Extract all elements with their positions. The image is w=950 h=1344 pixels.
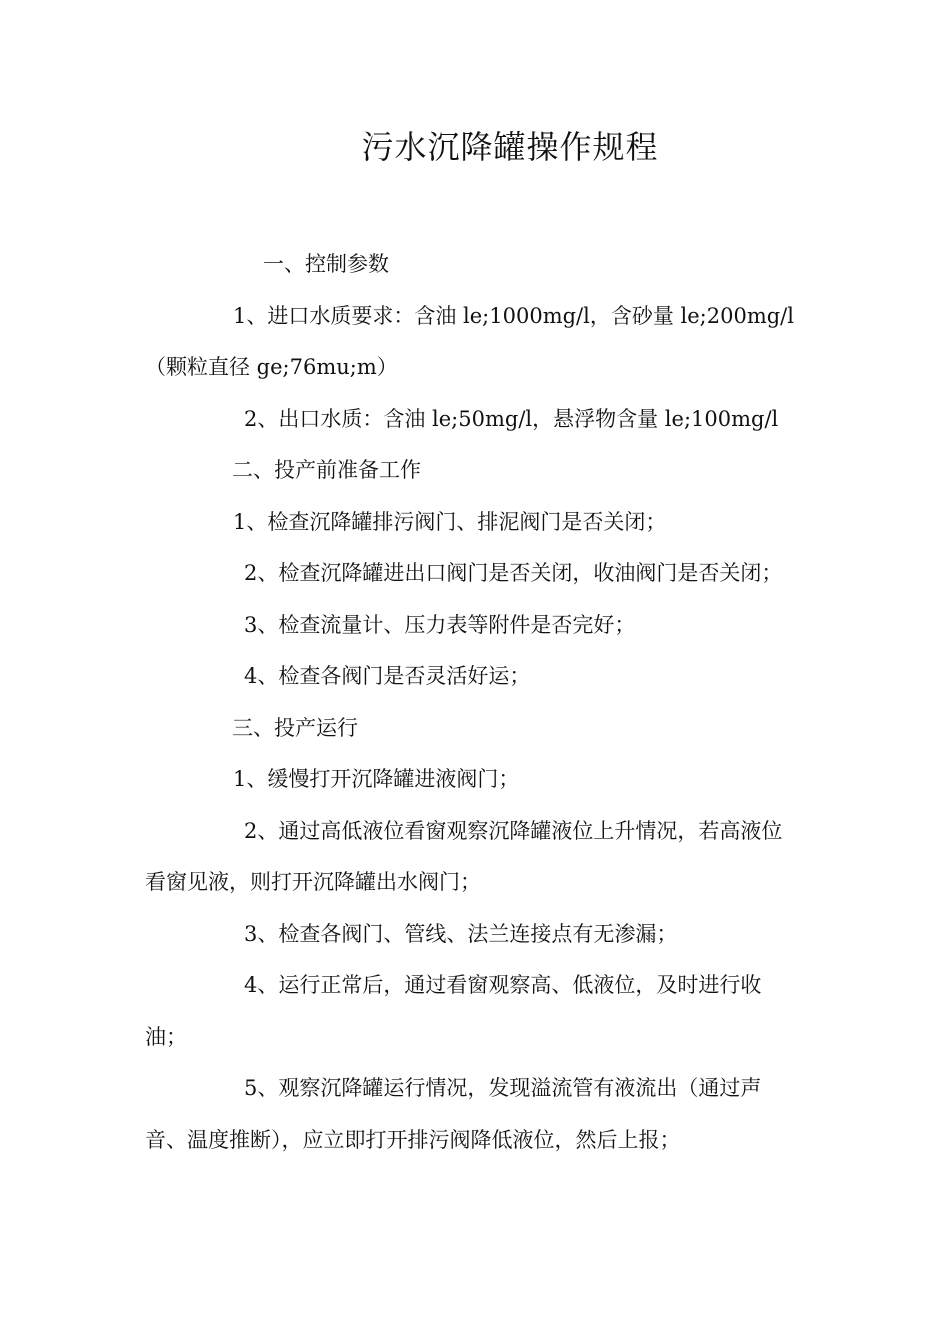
document-paragraph: 二、投产前准备工作: [232, 458, 421, 482]
document-paragraph: 2、检查沉降罐进出口阀门是否关闭，收油阀门是否关闭；: [244, 561, 783, 585]
document-paragraph: 1、缓慢打开沉降罐进液阀门；: [233, 767, 520, 791]
document-paragraph: 一、控制参数: [263, 252, 389, 276]
document-paragraph: 1、检查沉降罐排污阀门、排泥阀门是否关闭；: [233, 509, 667, 534]
document-paragraph: 2、通过高低液位看窗观察沉降罐液位上升情况，若高液位看窗见液，则打开沉降罐出水阀门；: [145, 818, 783, 894]
document-paragraph: 4、运行正常后，通过看窗观察高、低液位，及时进行收油；: [145, 973, 762, 1049]
document-paragraph: 3、检查各阀门、管线、法兰连接点有无渗漏；: [244, 921, 678, 946]
document-paragraph: 1、进口水质要求：含油 le;1000mg/l，含砂量 le;200mg/l（颗粒直径 ge;76mu;m）: [145, 303, 794, 379]
document-paragraph: 5、观察沉降罐运行情况，发现溢流管有液流出（通过声音、温度推断），应立即打开排污阀降低液位，然后上报；: [145, 1076, 762, 1152]
document-paragraph: 4、检查各阀门是否灵活好运；: [244, 664, 531, 688]
document-body: [145, 239, 795, 1166]
document-paragraph: 三、投产运行: [232, 715, 358, 740]
document-paragraph: 3、检查流量计、压力表等附件是否完好；: [244, 612, 636, 637]
document-title: 污水沉降罐操作规程: [361, 128, 659, 166]
document-paragraph: 2、出口水质：含油 le;50mg/l，悬浮物含量 le;100mg/l: [244, 406, 779, 431]
